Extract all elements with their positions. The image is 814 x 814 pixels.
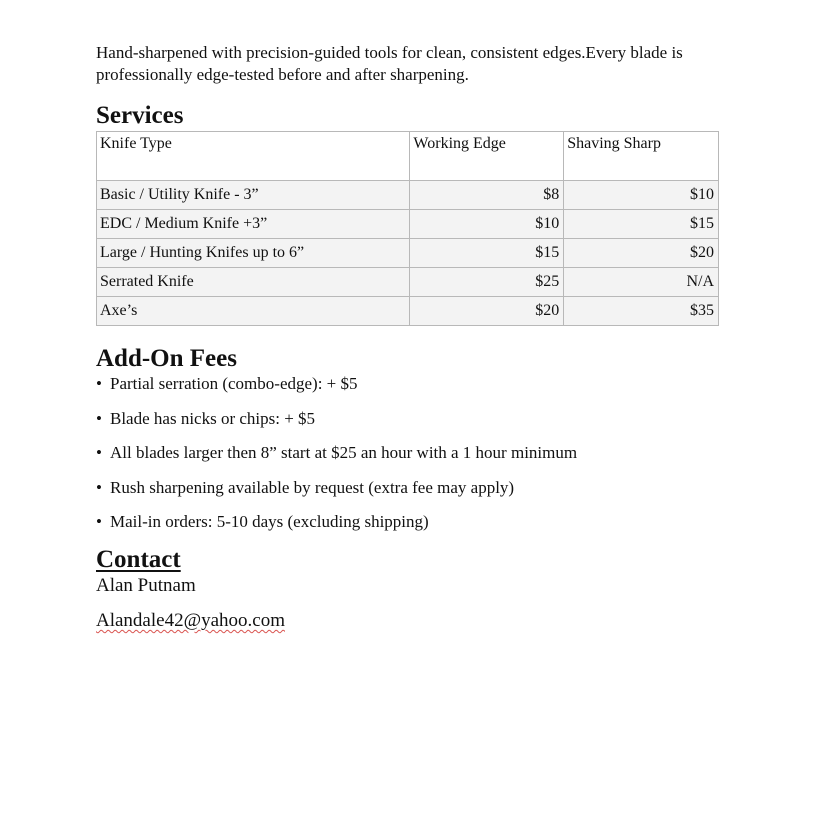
bullet-icon: • [96,512,102,532]
list-item [96,408,718,430]
working-edge-price-cell: $15 [410,239,564,268]
table-row [97,210,719,239]
working-edge-price-cell: $8 [410,181,564,210]
addon-fees-list [96,373,718,533]
services-heading: Services [96,102,184,129]
column-header-shaving-sharp: Shaving Sharp [564,132,719,181]
shaving-sharp-price-cell: $15 [564,210,719,239]
table-row [97,297,719,326]
list-item [96,477,718,499]
working-edge-price-cell: $25 [410,268,564,297]
knife-type-cell: Large / Hunting Knifes up to 6” [97,239,410,268]
column-header-working-edge: Working Edge [410,132,564,181]
working-edge-price-cell: $20 [410,297,564,326]
intro-paragraph: Hand-sharpened with precision-guided tools for clean, consistent edges.Every blade is professionally edge-tested before and after sharpening. [96,43,683,84]
column-header-knife-type: Knife Type [97,132,410,181]
shaving-sharp-price-cell: N/A [564,268,719,297]
addon-text: Rush sharpening available by request (extra fee may apply) [110,477,515,497]
knife-type-cell: Basic / Utility Knife - 3” [97,181,410,210]
addon-fees-heading: Add-On Fees [96,345,237,372]
contact-heading: Contact [96,545,181,573]
table-row [97,268,719,297]
knife-type-cell: Axe’s [97,297,410,326]
list-item [96,442,718,464]
document-page [96,42,718,633]
table-row [97,239,719,268]
shaving-sharp-price-cell: $20 [564,239,719,268]
bullet-icon: • [96,408,102,428]
addon-text: Partial serration (combo-edge): + $5 [110,374,358,393]
knife-type-cell: EDC / Medium Knife +3” [97,210,410,239]
knife-type-cell: Serrated Knife [97,268,410,297]
services-table [96,131,719,326]
shaving-sharp-price-cell: $10 [564,181,719,210]
bullet-icon: • [96,443,102,463]
table-header-row [97,132,719,181]
list-item [96,511,718,533]
bullet-icon: • [96,477,102,497]
list-item [96,373,718,395]
bullet-icon: • [96,374,102,393]
addon-text: All blades larger then 8” start at $25 an hour with a 1 hour minimum [110,443,578,463]
addon-text: Mail-in orders: 5-10 days (excluding shipping) [110,512,429,532]
contact-email-link[interactable]: Alandale42@yahoo.com [96,609,285,631]
table-row [97,181,719,210]
shaving-sharp-price-cell: $35 [564,297,719,326]
addon-text: Blade has nicks or chips: + $5 [110,408,316,428]
contact-name: Alan Putnam [96,574,196,596]
working-edge-price-cell: $10 [410,210,564,239]
